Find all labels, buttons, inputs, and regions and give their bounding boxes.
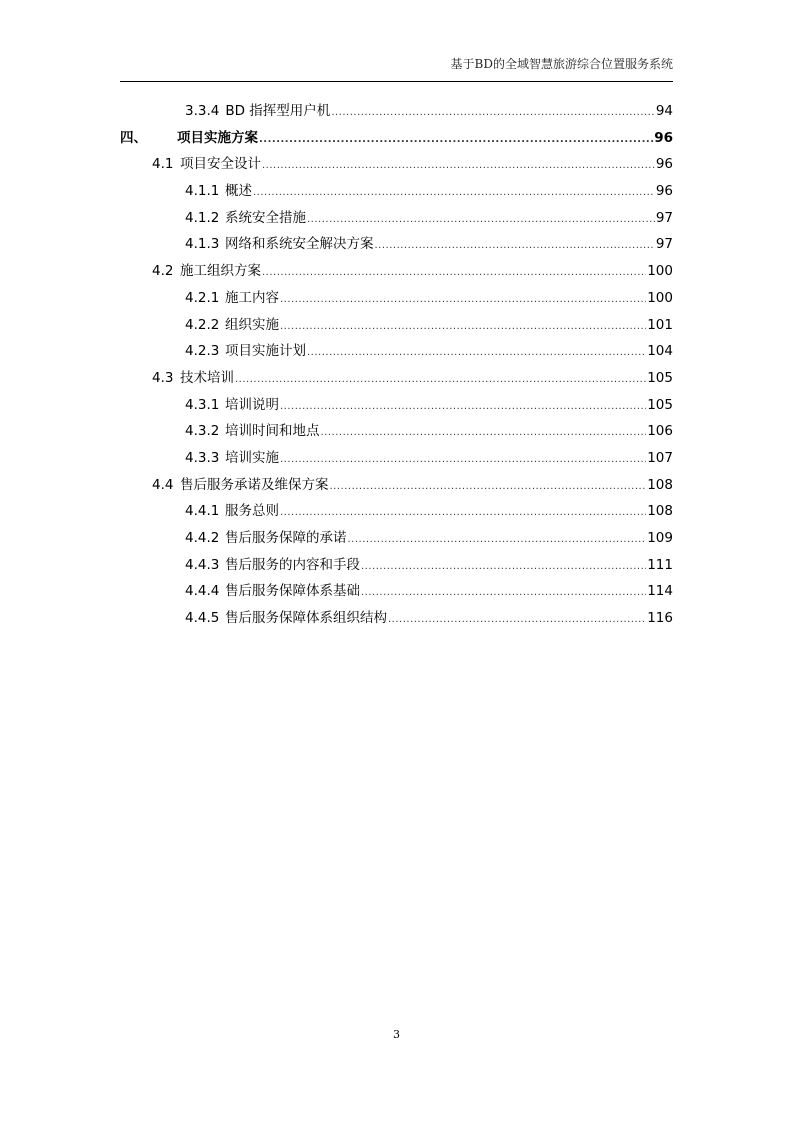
toc-entry-number: 4.1.2	[185, 209, 220, 226]
dot-leader	[361, 556, 646, 578]
toc-entry-number: 4.4	[152, 476, 174, 493]
toc-entry-page: 96	[654, 129, 673, 146]
toc-entry-number: 4.4.4	[185, 583, 220, 600]
dot-leader	[361, 582, 646, 604]
toc-entry-title: 施工内容	[225, 289, 279, 306]
toc-entry[interactable]	[120, 474, 673, 501]
dot-leader	[321, 422, 647, 444]
toc-entry-page: 111	[647, 556, 673, 573]
toc-entry-number: 4.4.1	[185, 503, 220, 520]
dot-leader	[375, 235, 655, 257]
toc-entry-title: 系统安全措施	[225, 209, 306, 226]
toc-entry-number: 4.4.5	[185, 610, 220, 627]
dot-leader	[259, 129, 653, 151]
toc-entry[interactable]	[120, 394, 673, 421]
toc-entry-title: 项目实施计划	[225, 343, 306, 360]
dot-leader	[330, 476, 647, 498]
dot-leader	[280, 289, 646, 311]
toc-entry-title: 售后服务保障体系基础	[225, 583, 360, 600]
toc-entry-page: 114	[647, 583, 673, 600]
toc-entry[interactable]	[120, 367, 673, 394]
toc-entry[interactable]	[120, 287, 673, 314]
dot-leader	[235, 369, 646, 391]
toc-entry-number: 4.1.3	[185, 236, 220, 253]
toc-entry[interactable]	[120, 233, 673, 260]
toc-entry-number: 4.2.3	[185, 343, 220, 360]
toc-entry-page: 100	[647, 263, 673, 280]
toc-entry-title: 项目安全设计	[180, 156, 261, 173]
toc-entry-title: 售后服务承诺及维保方案	[180, 476, 329, 493]
toc-entry-page: 105	[647, 369, 673, 386]
toc-entry-number: 4.2.2	[185, 316, 220, 333]
toc-entry-page: 96	[655, 156, 673, 173]
toc-entry[interactable]	[120, 207, 673, 234]
dot-leader	[280, 396, 646, 418]
toc-entry-number: 4.4.3	[185, 556, 220, 573]
toc-entry[interactable]	[120, 153, 673, 180]
dot-leader	[280, 502, 646, 524]
toc-entry-number: 3.3.4	[185, 103, 220, 119]
toc-entry-title: 培训说明	[225, 396, 279, 413]
toc-entry-number: 4.3.3	[185, 449, 220, 466]
toc-entry-title: 概述	[225, 183, 252, 200]
toc-entry[interactable]	[120, 314, 673, 341]
dot-leader	[280, 316, 646, 338]
toc-entry-title: 技术培训	[180, 369, 234, 386]
toc-entry[interactable]	[120, 180, 673, 207]
toc-entry-title: 售后服务保障的承诺	[225, 530, 347, 546]
dot-leader	[348, 529, 647, 551]
toc-entry-number: 四、	[120, 129, 147, 146]
toc-entry-page: 108	[647, 476, 673, 493]
toc-entry-page: 97	[655, 236, 673, 253]
toc-entry-page: 97	[655, 209, 673, 226]
dot-leader	[307, 209, 655, 231]
toc-entry-page: 109	[647, 530, 673, 546]
toc-entry[interactable]	[120, 527, 673, 554]
toc-entry-page: 107	[647, 449, 673, 466]
dot-leader	[307, 342, 646, 364]
dot-leader	[280, 449, 646, 471]
toc-entry-number: 4.1	[152, 156, 174, 173]
toc-entry-number: 4.2	[152, 263, 174, 280]
toc-entry-title: 服务总则	[225, 503, 279, 520]
toc-entry-number: 4.1.1	[185, 183, 220, 200]
toc-entry-page: 94	[655, 103, 673, 119]
toc-entry[interactable]	[120, 607, 673, 634]
toc-entry[interactable]	[120, 554, 673, 581]
toc-entry[interactable]	[120, 420, 673, 447]
toc-entry[interactable]	[120, 100, 673, 127]
toc-entry-title: 售后服务的内容和手段	[225, 556, 360, 573]
toc-entry[interactable]	[120, 580, 673, 607]
toc-entry-number: 4.3.2	[185, 423, 220, 440]
toc-entry-number: 4.3.1	[185, 396, 220, 413]
toc-entry-title: 售后服务保障体系组织结构	[225, 610, 387, 627]
dot-leader	[388, 609, 646, 631]
toc-entry-title: 项目实施方案	[177, 129, 258, 146]
toc-entry[interactable]	[120, 447, 673, 474]
toc-entry-number: 4.4.2	[185, 530, 220, 546]
toc-entry-page: 108	[647, 503, 673, 520]
toc-entry[interactable]	[120, 260, 673, 287]
toc-entry-number: 4.3	[152, 369, 174, 386]
toc-entry[interactable]	[120, 127, 673, 154]
toc-entry[interactable]	[120, 340, 673, 367]
toc-entry-page: 101	[647, 316, 673, 333]
dot-leader	[262, 262, 646, 284]
toc-entry-page: 96	[655, 183, 673, 200]
toc-entry[interactable]	[120, 500, 673, 527]
toc-entry-number: 4.2.1	[185, 289, 220, 306]
toc-entry-page: 116	[647, 610, 673, 627]
toc-entry-title: 施工组织方案	[180, 263, 261, 280]
toc-entry-title: 组织实施	[225, 316, 279, 333]
table-of-contents	[120, 100, 673, 634]
toc-entry-page: 105	[647, 396, 673, 413]
dot-leader	[331, 102, 655, 124]
toc-entry-title: BD 指挥型用户机	[225, 103, 331, 119]
toc-entry-title: 网络和系统安全解决方案	[225, 236, 374, 253]
toc-entry-page: 100	[647, 289, 673, 306]
dot-leader	[262, 155, 655, 177]
toc-entry-page: 106	[647, 423, 673, 440]
header-rule	[120, 81, 673, 82]
toc-entry-title: 培训时间和地点	[225, 423, 320, 440]
toc-entry-page: 104	[647, 343, 673, 360]
toc-entry-title: 培训实施	[225, 449, 279, 466]
running-header: 基于BD的全域智慧旅游综合位置服务系统	[450, 57, 673, 71]
dot-leader	[253, 182, 655, 204]
page-number: 3	[393, 1028, 400, 1041]
